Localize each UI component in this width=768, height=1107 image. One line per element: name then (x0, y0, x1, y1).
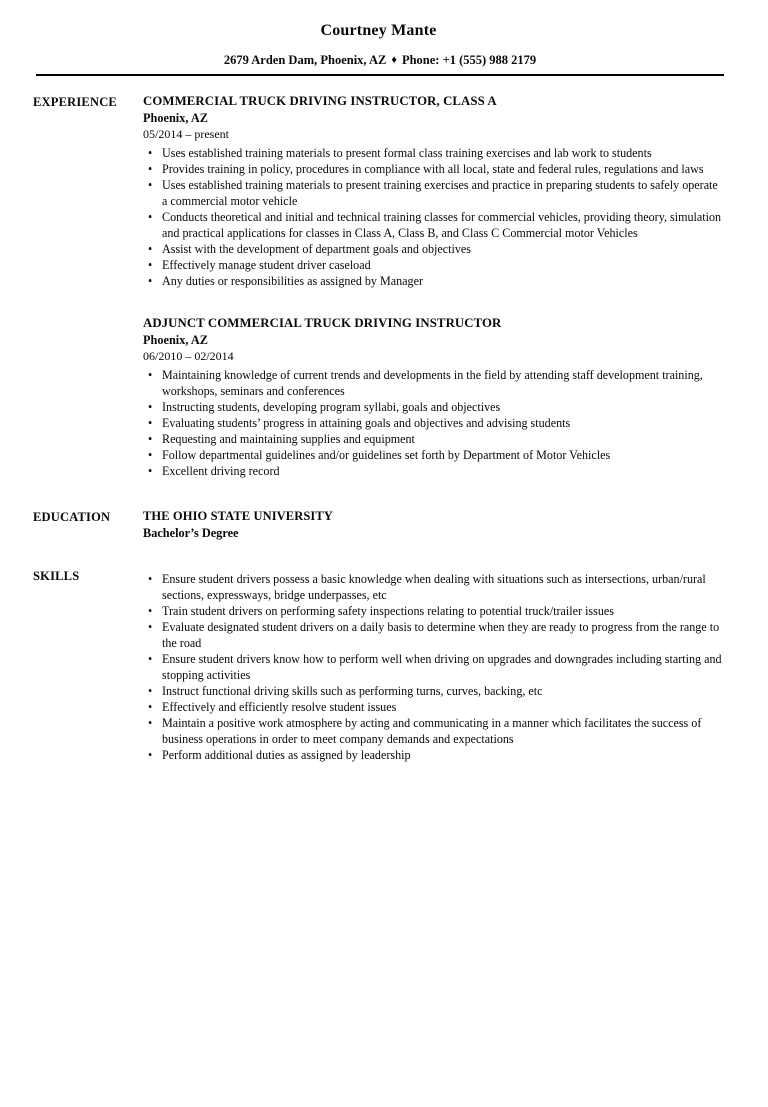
experience-content (143, 94, 724, 479)
diamond-icon: ♦ (391, 54, 397, 66)
bullet-item: • Train student drivers on performing safety inspections relating to potential truck/trailer issues (143, 603, 724, 619)
bullet-item: • Provides training in policy, procedures in compliance with all local, state and federal rules, regulations and laws (143, 161, 724, 177)
job-dates: 06/2010 – 02/2014 (143, 349, 234, 363)
skills-content (143, 568, 724, 763)
bullet-item: • Conducts theoretical and initial and technical training classes for commercial vehicles, providing theory, simulation and practical applications for classes in Class A, Class B, and Class C Commercial motor Vehicles (143, 209, 724, 241)
bullet-item: • Uses established training materials to present formal class training exercises and lab work to students (143, 145, 724, 161)
education-content (143, 509, 724, 541)
bullet-item: • Effectively and efficiently resolve student issues (143, 699, 724, 715)
job-location: Phoenix, AZ (143, 333, 208, 347)
bullet-item: • Ensure student drivers possess a basic knowledge when dealing with situations such as intersections, urban/rural sections, expressways, bridge underpasses, etc (143, 571, 724, 603)
job-entry-1 (143, 94, 724, 289)
contact-line (36, 53, 724, 76)
degree-name: Bachelor’s Degree (143, 526, 239, 540)
bullet-item: • Any duties or responsibilities as assigned by Manager (143, 273, 724, 289)
skills-label: SKILLS (33, 569, 80, 583)
bullet-item: • Requesting and maintaining supplies and equipment (143, 431, 724, 447)
bullet-item: • Follow departmental guidelines and/or guidelines set forth by Department of Motor Vehicles (143, 447, 724, 463)
job-entry-2 (143, 316, 724, 479)
experience-section (33, 94, 724, 479)
job-bullet-list (143, 367, 724, 479)
job-title: COMMERCIAL TRUCK DRIVING INSTRUCTOR, CLASS A (143, 94, 497, 108)
bullet-item: • Maintaining knowledge of current trends and developments in the field by attending staff development training, workshops, seminars and conferences (143, 367, 724, 399)
bullet-item: • Instruct functional driving skills such as performing turns, curves, backing, etc (143, 683, 724, 699)
job-dates: 05/2014 – present (143, 127, 229, 141)
job-location: Phoenix, AZ (143, 111, 208, 125)
address-text: 2679 Arden Dam, Phoenix, AZ (223, 53, 387, 67)
bullet-item: • Maintain a positive work atmosphere by acting and communicating in a manner which facilitates the success of business operations in order to meet company demands and expectations (143, 715, 724, 747)
skills-section (33, 568, 724, 763)
resume-header (33, 22, 724, 76)
bullet-item: • Excellent driving record (143, 463, 724, 479)
education-label: EDUCATION (33, 510, 111, 524)
school-name: THE OHIO STATE UNIVERSITY (143, 509, 333, 523)
person-name: Courtney Mante (320, 22, 437, 39)
bullet-item: • Perform additional duties as assigned by leadership (143, 747, 724, 763)
job-bullet-list (143, 145, 724, 289)
job-title: ADJUNCT COMMERCIAL TRUCK DRIVING INSTRUCTOR (143, 316, 502, 330)
bullet-item: • Uses established training materials to present training exercises and practice in preparing students to safely operate a commercial motor vehicle (143, 177, 724, 209)
bullet-item: • Evaluate designated student drivers on a daily basis to determine when they are ready to progress from the range to the road (143, 619, 724, 651)
experience-label: EXPERIENCE (33, 95, 117, 109)
bullet-item: • Evaluating students’ progress in attaining goals and objectives and advising students (143, 415, 724, 431)
phone-text: Phone: +1 (555) 988 2179 (401, 53, 537, 67)
bullet-item: • Instructing students, developing program syllabi, goals and objectives (143, 399, 724, 415)
bullet-item: • Ensure student drivers know how to perform well when driving on upgrades and downgrades including starting and stopping activities (143, 651, 724, 683)
bullet-item: • Effectively manage student driver caseload (143, 257, 724, 273)
bullet-item: • Assist with the development of department goals and objectives (143, 241, 724, 257)
skills-bullet-list (143, 571, 724, 763)
education-section (33, 509, 724, 541)
